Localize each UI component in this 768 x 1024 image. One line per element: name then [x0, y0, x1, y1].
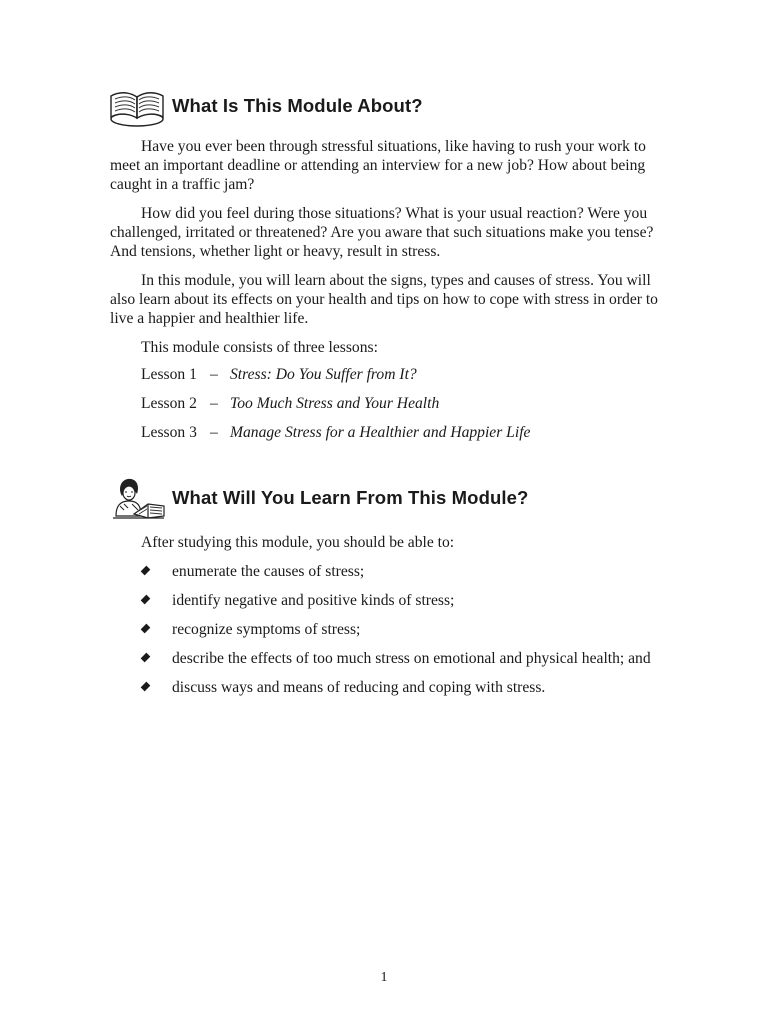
list-item: [141, 591, 681, 610]
paragraph: Have you ever been through stressful situations, like having to rush your work to meet an important deadline or attending an interview for a new job? How about being caught in a traffic jam?: [110, 138, 646, 193]
lesson-item: [141, 394, 530, 423]
open-book-icon: [108, 84, 166, 128]
lesson-title: Manage Stress for a Healthier and Happier Life: [230, 424, 531, 441]
page-number: 1: [380, 970, 388, 985]
objective-text: identify negative and positive kinds of stress;: [172, 592, 455, 609]
diamond-bullet-icon: [141, 624, 151, 634]
section-heading-module-about: [108, 84, 423, 128]
diamond-bullet-icon: [141, 682, 151, 692]
lesson-item: [141, 365, 530, 394]
section-body: [110, 137, 676, 367]
objectives-intro: After studying this module, you should be able to:: [141, 534, 455, 551]
list-item: [141, 620, 681, 639]
lesson-label: Lesson 3: [141, 424, 197, 441]
diamond-bullet-icon: [141, 595, 151, 605]
lesson-item: [141, 423, 530, 452]
lesson-dash: –: [210, 366, 218, 383]
lesson-title: Too Much Stress and Your Health: [230, 395, 440, 412]
person-reading-icon: [108, 476, 166, 520]
diamond-bullet-icon: [141, 653, 151, 663]
section-heading-learning-objectives: [108, 476, 528, 520]
lesson-list: [141, 365, 530, 452]
lesson-dash: –: [210, 395, 218, 412]
lesson-title: Stress: Do You Suffer from It?: [230, 366, 417, 383]
paragraph: How did you feel during those situations? What is your usual reaction? Were you challenged, irritated or threatened? Are you aware that such situations make you tense? And tensions, whether light or heavy, result in stress.: [110, 205, 654, 260]
lesson-label: Lesson 1: [141, 366, 197, 383]
paragraph: This module consists of three lessons:: [141, 339, 378, 356]
list-item: [141, 562, 681, 581]
list-item: [141, 649, 681, 668]
objectives-list: [141, 562, 681, 707]
section-title: What Will You Learn From This Module?: [172, 487, 529, 508]
objective-text: describe the effects of too much stress on emotional and physical health; and: [172, 650, 651, 667]
lesson-dash: –: [210, 424, 218, 441]
list-item: [141, 678, 681, 697]
objective-text: enumerate the causes of stress;: [172, 563, 365, 580]
paragraph: In this module, you will learn about the signs, types and causes of stress. You will also learn about its effects on your health and tips on how to cope with stress in order to live a happier and healthier life.: [110, 272, 658, 327]
diamond-bullet-icon: [141, 566, 151, 576]
objective-text: discuss ways and means of reducing and coping with stress.: [172, 679, 546, 696]
section-title: What Is This Module About?: [172, 95, 423, 116]
objective-text: recognize symptoms of stress;: [172, 621, 361, 638]
lesson-label: Lesson 2: [141, 395, 197, 412]
